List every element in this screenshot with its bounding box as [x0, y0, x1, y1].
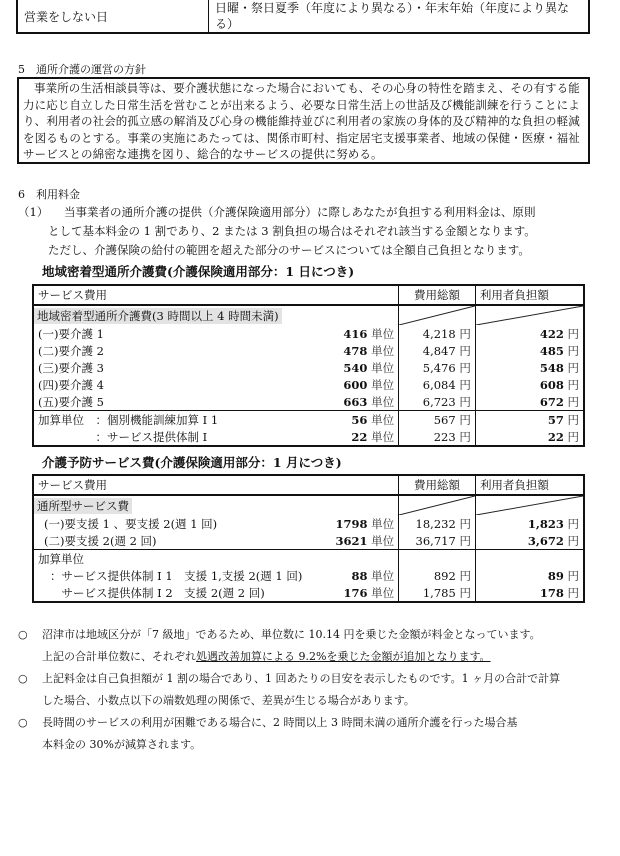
closed-days-value: 日曜・祭日夏季（年度により異なる）・年末年始（年度により異なる） — [215, 1, 570, 31]
total-amount: 1,785 — [422, 585, 456, 600]
category-row — [33, 305, 584, 325]
unit-count: 176 — [343, 586, 368, 600]
unit-label: 単位 — [371, 569, 395, 583]
diagonal-cell — [475, 495, 584, 515]
row-label: (四)要介護 4 — [38, 377, 104, 392]
diagonal-cell — [475, 305, 584, 325]
yen-label: 円 — [567, 326, 579, 341]
row-label-cell — [33, 342, 399, 359]
burden-cell — [475, 567, 584, 584]
addon-title-row — [33, 550, 584, 568]
unit-label: 単位 — [371, 430, 395, 444]
care-level-row — [33, 393, 584, 411]
yen-label: 円 — [567, 360, 579, 375]
header-burden: 利用者負担額 — [475, 475, 584, 495]
item1-line3: ただし、介護保険の給付の範囲を超えた部分のサービスについては全額自己負担となります。 — [48, 243, 530, 257]
row-label-cell — [33, 411, 399, 429]
total-amount: 4,847 — [422, 343, 456, 358]
row-label-cell — [33, 393, 399, 411]
total-amount: 36,717 — [415, 533, 456, 548]
burden-cell — [475, 584, 584, 602]
prevention-fee-table — [32, 474, 585, 603]
burden-amount: 1,823 — [527, 516, 564, 531]
addon-title: 加算単位 — [33, 550, 399, 568]
yen-label: 円 — [459, 516, 471, 531]
yen-label: 円 — [459, 326, 471, 341]
header-total: 費用総額 — [399, 475, 476, 495]
yen-label: 円 — [459, 343, 471, 358]
closed-days-table — [16, 0, 590, 34]
category-label: 通所型サービス費 — [34, 498, 132, 514]
total-amount: 223 — [433, 429, 456, 444]
row-label-cell — [33, 376, 399, 393]
total-cell — [399, 359, 476, 376]
category-cell — [33, 305, 399, 325]
burden-amount: 178 — [539, 585, 564, 600]
table2-caption: 介護予防サービス費(介護保険適用部分：1 月につき) — [42, 455, 342, 470]
note3-line1: 長時間のサービスの利用が困難である場合に、2 時間以上 3 時間未満の通所介護を行った場合基 — [42, 716, 518, 729]
diagonal-cell — [399, 495, 476, 515]
row-label: (一)要支援 1 、要支援 2(週 1 回) — [44, 516, 218, 531]
total-amount: 5,476 — [422, 360, 456, 375]
burden-cell — [475, 376, 584, 393]
total-cell — [399, 584, 476, 602]
support-level-row — [33, 515, 584, 532]
burden-amount: 89 — [547, 568, 564, 583]
care-level-row — [33, 342, 584, 359]
header-total: 費用総額 — [399, 285, 476, 305]
item1-label: （1） — [18, 205, 49, 219]
category-cell — [33, 495, 399, 515]
unit-count: 416 — [343, 327, 368, 341]
closed-days-label-cell — [18, 0, 209, 32]
total-cell — [399, 325, 476, 342]
burden-cell — [475, 515, 584, 532]
unit-label: 単位 — [371, 517, 395, 531]
row-label: ：サービス提供体制 I 1 支援 1,支援 2(週 1 回) — [50, 568, 303, 583]
note1-line2a: 上記の合計単位数に、それぞれ — [42, 650, 196, 663]
note-bullet: ○ — [18, 672, 28, 685]
unit-label: 単位 — [371, 327, 395, 341]
row-label-cell — [33, 428, 399, 446]
note-bullet: ○ — [18, 716, 28, 729]
burden-amount: 608 — [539, 377, 564, 392]
burden-amount: 3,672 — [527, 533, 564, 548]
yen-label: 円 — [459, 412, 471, 427]
row-label-cell — [33, 584, 399, 602]
row-label: (五)要介護 5 — [38, 394, 104, 409]
yen-label: 円 — [567, 429, 579, 444]
policy-text: 事業所の生活相談員等は、要介護状態になった場合においても、その心身の特性を踏まえ、その有する能力に応じ自立した日常生活を営むことが出来るよう、必要な日常生活上の世話及び機能訓練を行うことにより、利用者の社会的孤立感の解消及び心身の機能維持並びに利用者の家族の身体的及び精神的な負担の軽減を図るものとする。事業の実施にあたっては、関係市町村、指定居宅支援事業者、地域の保健・医療・福祉サービスとの綿密な連携を図り、総合的なサービスの提供に努める。 — [23, 81, 580, 161]
unit-label: 単位 — [371, 534, 395, 548]
unit-count: 56 — [351, 413, 368, 427]
item1-line2: として基本料金の 1 割であり、2 または 3 割負担の場合はそれぞれ該当する金額となります。 — [48, 224, 536, 238]
row-label-cell — [33, 532, 399, 550]
category-row — [33, 495, 584, 515]
unit-label: 単位 — [371, 378, 395, 392]
unit-count: 88 — [351, 569, 368, 583]
unit-count: 540 — [343, 361, 368, 375]
unit-count: 478 — [343, 344, 368, 358]
yen-label: 円 — [567, 585, 579, 600]
unit-label: 単位 — [371, 344, 395, 358]
unit-count: 22 — [351, 430, 368, 444]
header-service: サービス費用 — [38, 288, 107, 302]
unit-count: 3621 — [335, 534, 368, 548]
total-amount: 892 — [433, 568, 456, 583]
yen-label: 円 — [459, 585, 471, 600]
total-cell — [399, 515, 476, 532]
yen-label: 円 — [459, 377, 471, 392]
addon-row — [33, 428, 584, 446]
note2-line1: 上記料金は自己負担額が 1 割の場合であり、1 回あたりの目安を表示したものです。1 ヶ月の合計で計算 — [42, 672, 561, 685]
yen-label: 円 — [567, 377, 579, 392]
row-label: 加算単位 ：個別機能訓練加算 I 1 — [38, 412, 219, 427]
section5-title: 5 通所介護の運営の方針 — [18, 63, 146, 76]
table-header-row — [33, 285, 584, 305]
unit-count: 663 — [343, 395, 368, 409]
care-level-row — [33, 376, 584, 393]
burden-amount: 672 — [539, 394, 564, 409]
row-label: ：サービス提供体制 I — [38, 429, 208, 444]
unit-label: 単位 — [371, 413, 395, 427]
row-label-cell — [33, 359, 399, 376]
item1-line1: 当事業者の通所介護の提供（介護保険適用部分）に際しあなたが負担する利用料金は、原則 — [64, 205, 536, 219]
total-cell — [399, 532, 476, 550]
section6-title: 6 利用料金 — [18, 188, 80, 201]
total-cell — [399, 393, 476, 411]
burden-cell — [475, 325, 584, 342]
unit-label: 単位 — [371, 395, 395, 409]
unit-count: 600 — [343, 378, 368, 392]
note2-line2: した場合、小数点以下の端数処理の関係で、差異が生じる場合があります。 — [42, 694, 415, 707]
row-label: (一)要介護 1 — [38, 326, 104, 341]
burden-cell — [475, 342, 584, 359]
unit-count: 1798 — [335, 517, 368, 531]
addon-row — [33, 567, 584, 584]
yen-label: 円 — [567, 568, 579, 583]
total-amount: 6,723 — [422, 394, 456, 409]
yen-label: 円 — [459, 360, 471, 375]
yen-label: 円 — [567, 533, 579, 548]
care-level-row — [33, 359, 584, 376]
yen-label: 円 — [567, 412, 579, 427]
burden-amount: 22 — [547, 429, 564, 444]
total-cell — [399, 428, 476, 446]
yen-label: 円 — [459, 429, 471, 444]
burden-amount: 548 — [539, 360, 564, 375]
total-amount: 567 — [433, 412, 456, 427]
burden-cell — [475, 411, 584, 429]
support-level-row — [33, 532, 584, 550]
total-cell — [399, 411, 476, 429]
addon-row — [33, 411, 584, 429]
unit-label: 単位 — [371, 361, 395, 375]
total-cell — [399, 376, 476, 393]
note1-line2b: 処遇改善加算による 9.2%を乗じた金額が追加となります。 — [196, 650, 491, 663]
table1-caption: 地域密着型通所介護費(介護保険適用部分：1 日につき) — [42, 264, 355, 279]
burden-cell — [475, 532, 584, 550]
closed-days-label: 営業をしない日 — [24, 10, 109, 24]
total-cell — [399, 567, 476, 584]
total-cell — [399, 342, 476, 359]
total-amount: 18,232 — [415, 516, 456, 531]
row-label-cell — [33, 567, 399, 584]
row-label: (三)要介護 3 — [38, 360, 104, 375]
total-amount: 4,218 — [422, 326, 456, 341]
diagonal-cell — [399, 305, 476, 325]
burden-amount: 422 — [539, 326, 564, 341]
burden-amount: 57 — [547, 412, 564, 427]
burden-cell — [475, 428, 584, 446]
yen-label: 円 — [567, 516, 579, 531]
header-burden: 利用者負担額 — [475, 285, 584, 305]
header-service: サービス費用 — [38, 478, 107, 492]
note3-line2: 本料金の 30%が減算されます。 — [42, 738, 202, 751]
note1-line2 — [42, 647, 491, 667]
note-bullet: ○ — [18, 628, 28, 641]
table-header-row — [33, 475, 584, 495]
row-label-cell — [33, 515, 399, 532]
unit-label: 単位 — [371, 586, 395, 600]
policy-box — [17, 77, 590, 164]
care-level-row — [33, 325, 584, 342]
yen-label: 円 — [567, 343, 579, 358]
row-label: (二)要支援 2(週 2 回) — [44, 533, 157, 548]
yen-label: 円 — [459, 533, 471, 548]
note1-line1: 沼津市は地域区分が「7 級地」であるため、単位数に 10.14 円を乗じた金額が料金となっています。 — [42, 628, 541, 641]
yen-label: 円 — [459, 394, 471, 409]
burden-cell — [475, 393, 584, 411]
care-fee-table — [32, 284, 585, 447]
row-label: (二)要介護 2 — [38, 343, 104, 358]
yen-label: 円 — [459, 568, 471, 583]
row-label-cell — [33, 325, 399, 342]
burden-cell — [475, 359, 584, 376]
total-amount: 6,084 — [422, 377, 456, 392]
yen-label: 円 — [567, 394, 579, 409]
empty-cell — [475, 550, 584, 568]
burden-amount: 485 — [539, 343, 564, 358]
row-label: サービス提供体制 I 2 支援 2(週 2 回) — [50, 585, 265, 600]
empty-cell — [399, 550, 476, 568]
addon-row — [33, 584, 584, 602]
category-label: 地域密着型通所介護費(3 時間以上 4 時間未満) — [34, 308, 282, 324]
